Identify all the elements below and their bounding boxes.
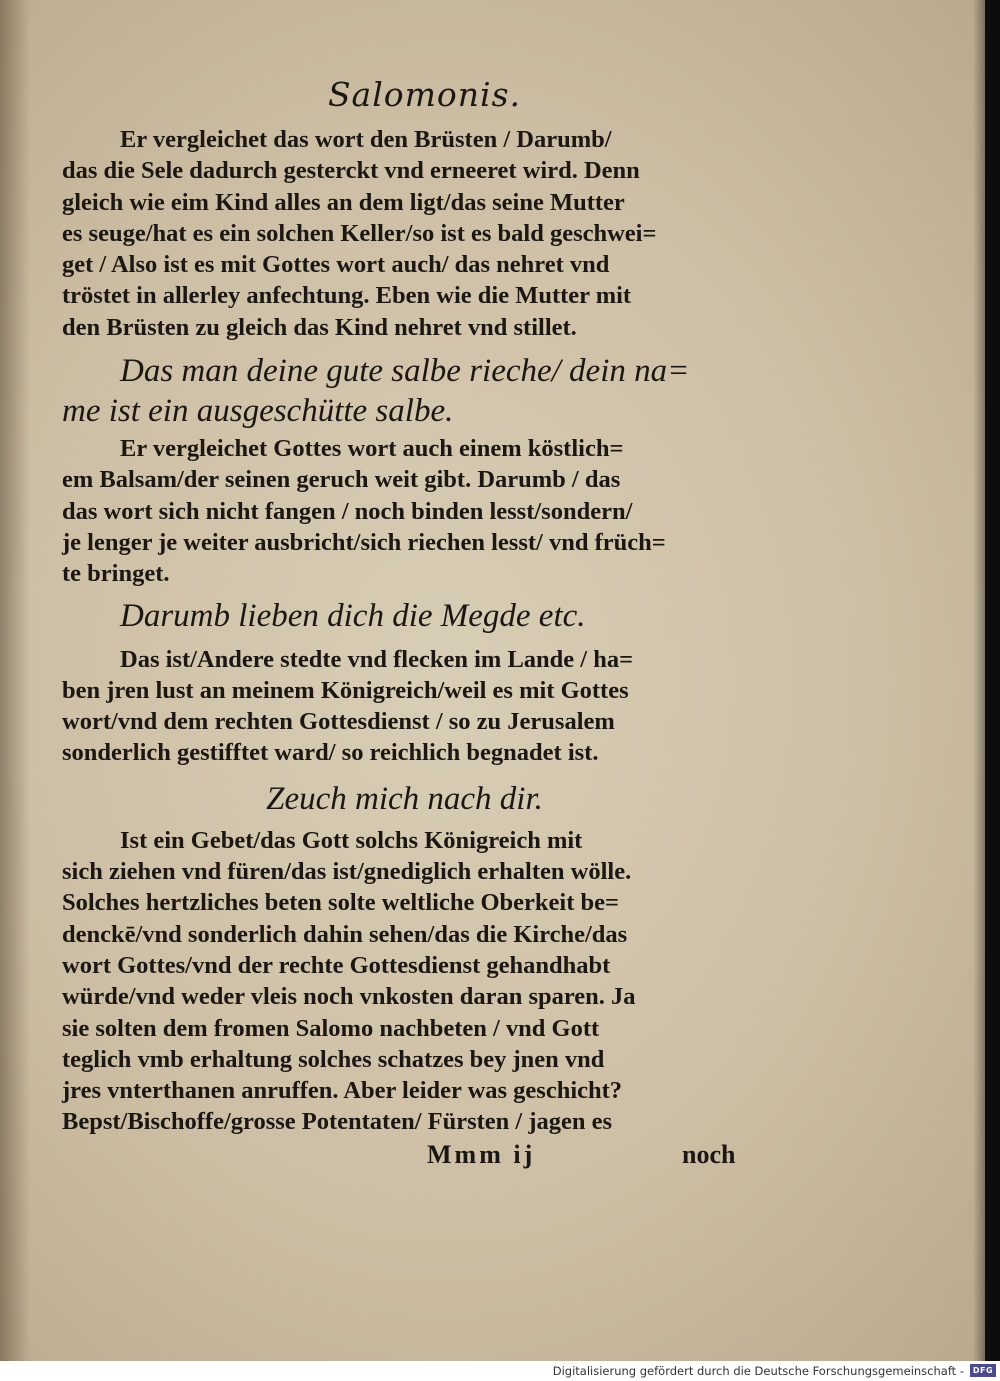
text-line: wort/vnd dem rechten Gottesdienst / so zu Jerusalem [62, 708, 615, 736]
funding-credit: Digitalisierung gefördert durch die Deutsche Forschungsgemeinschaft - [552, 1364, 964, 1378]
text-line: gleich wie eim Kind alles an dem ligt/das seine Mutter [62, 188, 625, 216]
text-line: das die Sele dadurch gesterckt vnd erneeret wird. Denn [62, 157, 640, 185]
text-line: Das ist/Andere stedte vnd flecken im Lande / ha= [120, 645, 634, 673]
text-line: es seuge/hat es ein solchen Keller/so ist es bald geschwei= [62, 219, 657, 247]
text-line: teglich vmb erhaltung solches schatzes bey jnen vnd [62, 1045, 605, 1073]
verse-line: Darumb lieben dich die Megde etc. [120, 597, 586, 634]
page-foot [62, 1140, 747, 1180]
text-line: get / Also ist es mit Gottes wort auch/ das nehret vnd [62, 251, 610, 279]
text-line: ben jren lust an meinem Königreich/weil es mit Gottes [62, 676, 629, 704]
verse-line: Das man deine gute salbe rieche/ dein na= [120, 353, 690, 390]
paragraph-4 [62, 825, 747, 1138]
running-head: Salomonis. [327, 75, 522, 114]
dfg-logo-icon: DFG [970, 1364, 996, 1377]
text-line: Er vergleichet Gottes wort auch einem köstlich= [120, 435, 624, 463]
text-line: tröstet in allerley anfechtung. Eben wie die Mutter mit [62, 282, 632, 310]
text-line: Er vergleichet das wort den Brüsten / Darumb/ [120, 126, 612, 153]
text-line: sich ziehen vnd füren/das ist/gnediglich erhalten wölle. [62, 858, 632, 886]
verse-heading-2 [62, 596, 747, 636]
text-line: denckē/vnd sonderlich dahin sehen/das die Kirche/das [62, 920, 628, 948]
text-line: jres vnterthanen anruffen. Aber leider was geschicht? [62, 1077, 623, 1105]
signature-mark: Mmm ij [427, 1139, 536, 1169]
text-line: te bringet. [62, 560, 170, 588]
text-block [62, 72, 747, 1180]
catchword: noch [682, 1139, 736, 1169]
footer-bar [0, 1361, 1000, 1381]
paragraph-1 [62, 124, 747, 343]
text-line: den Brüsten zu gleich das Kind nehret vnd stillet. [62, 313, 577, 341]
text-line: sie solten dem fromen Salomo nachbeten / vnd Gott [62, 1014, 600, 1042]
text-line: Ist ein Gebet/das Gott solchs Königreich mit [120, 826, 583, 854]
text-line: würde/vnd weder vleis noch vnkosten daran sparen. Ja [62, 983, 636, 1011]
paragraph-3 [62, 644, 747, 769]
verse-heading-1 [62, 351, 747, 431]
gutter-shadow [0, 0, 30, 1361]
text-line: wort Gottes/vnd der rechte Gottesdienst gehandhabt [62, 951, 611, 979]
verse-line: Zeuch mich nach dir. [266, 780, 543, 817]
verse-line: me ist ein ausgeschütte salbe. [62, 393, 454, 430]
text-line: je lenger je weiter ausbricht/sich riechen lesst/ vnd früch= [62, 528, 666, 556]
text-line: em Balsam/der seinen geruch weit gibt. Darumb / das [62, 466, 621, 494]
text-line: sonderlich gestifftet ward/ so reichlich begnadet ist. [62, 739, 599, 767]
paragraph-2 [62, 433, 747, 589]
page-edge [973, 0, 985, 1361]
text-line: Bepst/Bischoffe/grosse Potentaten/ Fürsten / jagen es [62, 1108, 613, 1136]
text-line: Solches hertzliches beten solte weltliche Oberkeit be= [62, 889, 619, 917]
verse-heading-3 [62, 779, 747, 819]
text-line: das wort sich nicht fangen / noch binden lesst/sondern/ [62, 497, 633, 525]
